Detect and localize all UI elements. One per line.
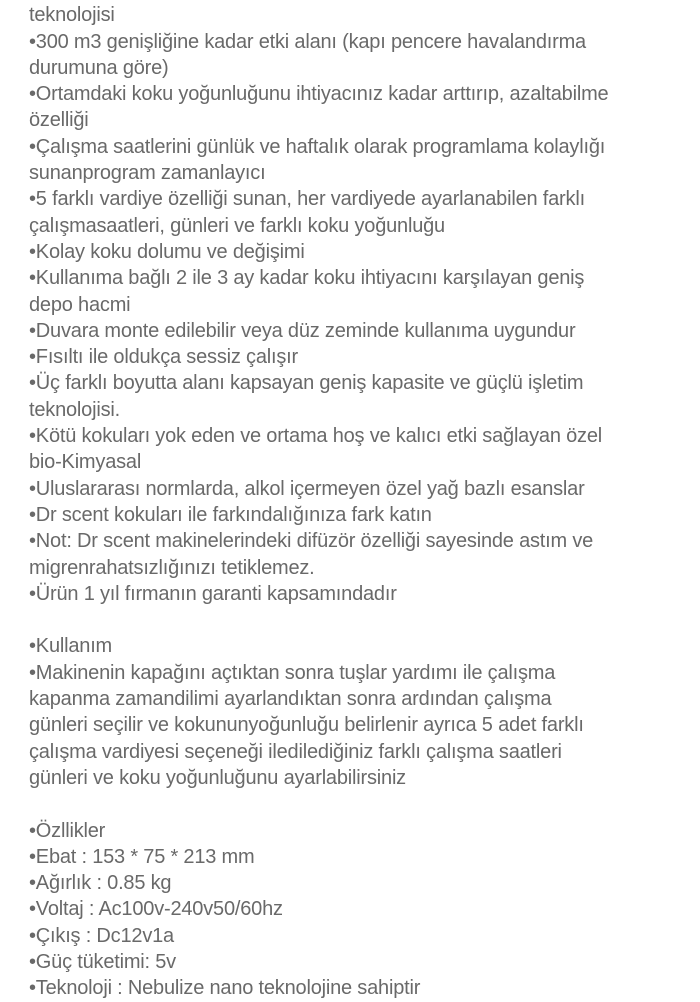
description-line: durumuna göre) [29, 56, 169, 79]
description-line: günleri ve koku yoğunluğunu ayarlabilirsiniz [29, 766, 406, 789]
description-line: •Fısıltı ile oldukça sessiz çalışır [29, 346, 298, 369]
description-line: çalışma vardiyesi seçeneği iledilediğiniz farklı çalışma saatleri [29, 740, 562, 763]
description-line: •Ürün 1 yıl fırmanın garanti kapsamındadır [29, 582, 397, 605]
product-description [29, 0, 694, 1002]
description-line: •Teknoloji : Nebulize nano teknolojine sahiptir [29, 977, 421, 1000]
description-line: •Makinenin kapağını açtıktan sonra tuşlar yardımı ile çalışma [29, 661, 556, 684]
description-blank-line [29, 607, 694, 633]
description-line: bio-Kimyasal [29, 451, 142, 474]
description-line: •Kullanım [29, 635, 113, 658]
description-blank-line [29, 791, 694, 817]
description-line: •Kötü kokuları yok eden ve ortama hoş ve kalıcı etki sağlayan özel [29, 425, 603, 448]
description-line: •Dr scent kokuları ile farkındalığınıza fark katın [29, 503, 432, 526]
description-line: •5 farklı vardiye özelliği sunan, her vardiyede ayarlanabilen farklı [29, 188, 585, 211]
description-line: •Ortamdaki koku yoğunluğunu ihtiyacınız kadar arttırıp, azaltabilme [29, 83, 609, 106]
description-line: teknolojisi [29, 4, 115, 27]
description-line: çalışmasaatleri, günleri ve farklı koku yoğunluğu [29, 214, 445, 237]
description-line: •Güç tüketimi: 5v [29, 950, 176, 973]
description-line: sunanprogram zamanlayıcı [29, 162, 266, 185]
description-line: •Özllikler [29, 819, 106, 842]
description-line: migrenrahatsızlığınızı tetiklemez. [29, 556, 315, 579]
description-line: •Üç farklı boyutta alanı kapsayan geniş kapasite ve güçlü işletim [29, 372, 584, 395]
description-line: •Kullanıma bağlı 2 ile 3 ay kadar koku ihtiyacını karşılayan geniş [29, 267, 585, 290]
description-line: •Voltaj : Ac100v-240v50/60hz [29, 898, 283, 921]
description-line: •Not: Dr scent makinelerindeki difüzör özelliği sayesinde astım ve [29, 530, 594, 553]
description-line: •Duvara monte edilebilir veya düz zeminde kullanıma uygundur [29, 319, 576, 342]
description-line: •300 m3 genişliğine kadar etki alanı (kapı pencere havalandırma [29, 30, 586, 53]
description-line: •Ebat : 153 * 75 * 213 mm [29, 845, 255, 868]
description-line: •Kolay koku dolumu ve değişimi [29, 240, 305, 263]
description-line: teknolojisi. [29, 398, 120, 421]
description-line: günleri seçilir ve kokununyoğunluğu belirlenir ayrıca 5 adet farklı [29, 714, 584, 737]
description-line: •Çıkış : Dc12v1a [29, 924, 174, 947]
description-line: •Uluslararası normlarda, alkol içermeyen özel yağ bazlı esanslar [29, 477, 585, 500]
description-line: depo hacmi [29, 293, 131, 316]
description-line: kapanma zamandilimi ayarlandıktan sonra ardından çalışma [29, 688, 552, 711]
description-line: •Ağırlık : 0.85 kg [29, 872, 172, 895]
description-line: •Çalışma saatlerini günlük ve haftalık olarak programlama kolaylığı [29, 135, 606, 158]
description-line: özelliği [29, 109, 89, 132]
